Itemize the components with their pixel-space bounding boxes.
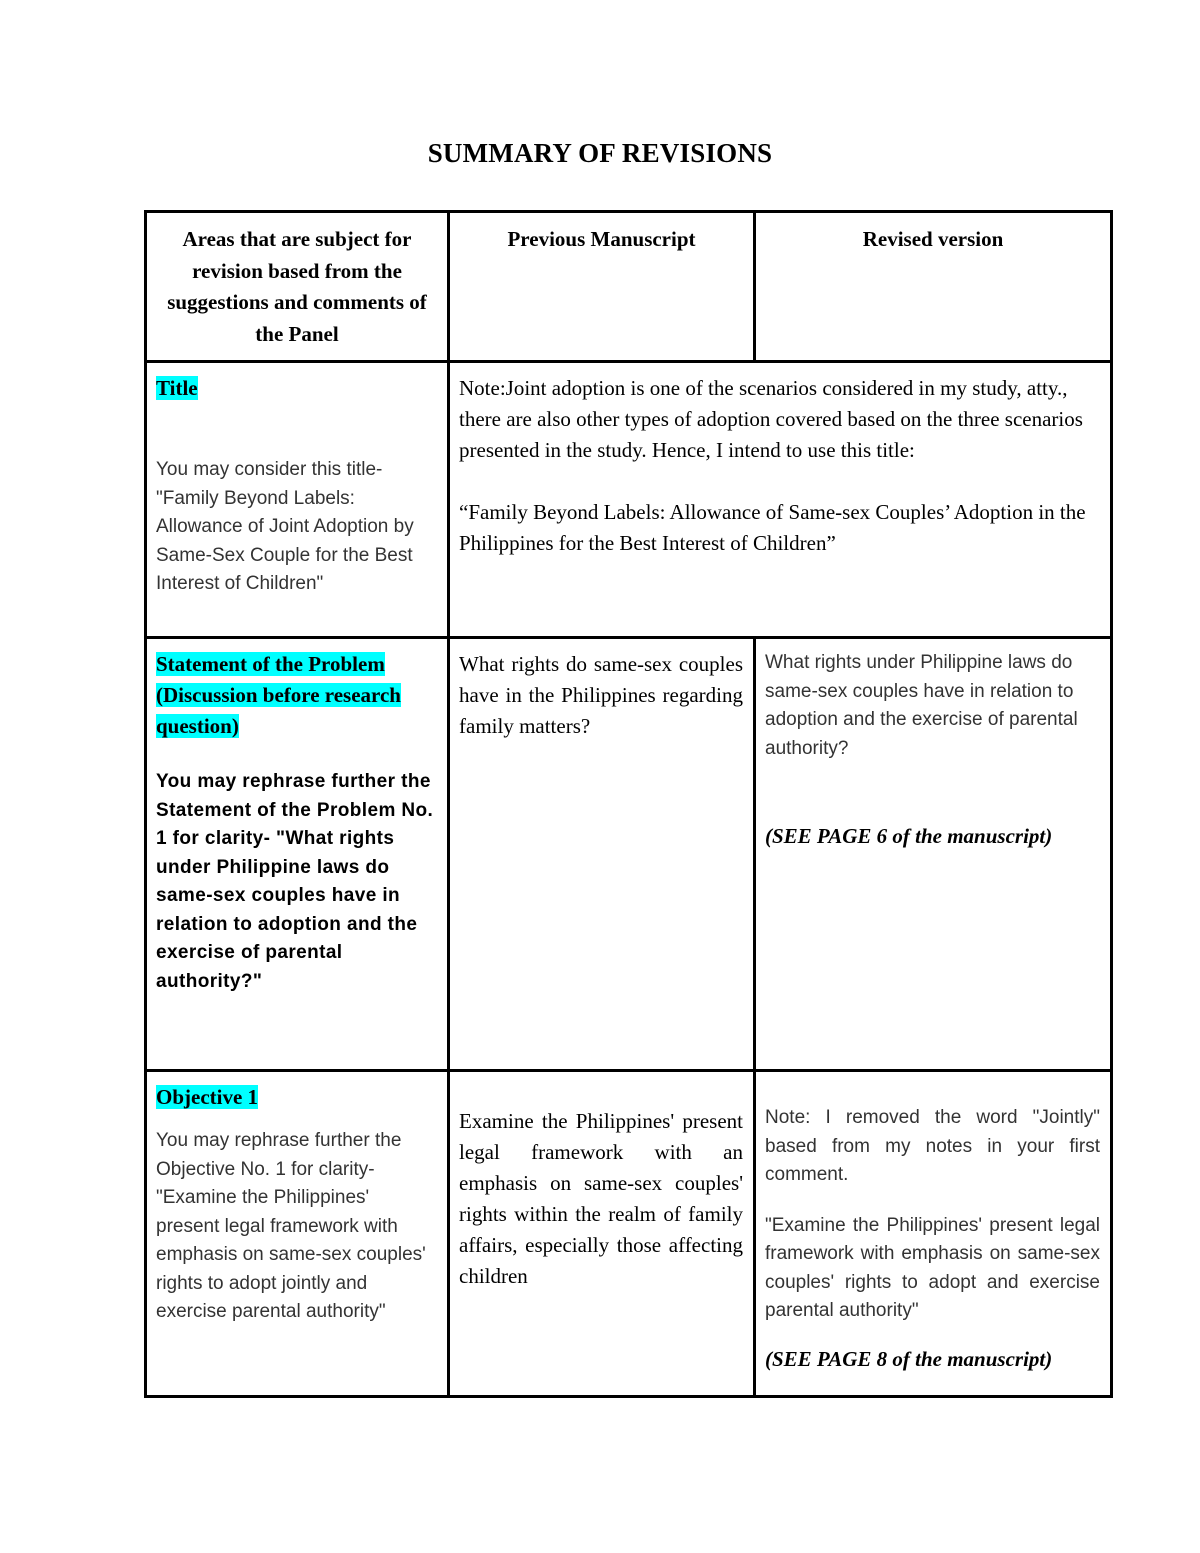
row-objective-area [146,1071,449,1397]
table-row [146,362,1112,638]
table-row [146,1071,1112,1397]
area-heading: Objective 1 [156,1085,259,1109]
revised-note: Note: I removed the word "Jointly" based from my notes in your first comment. [765,1107,1100,1185]
table-header-row [146,212,1112,362]
header-revised-label: Revised version [862,227,1004,251]
revised-text: What rights under Philippine laws do same-sex couples have in relation to adoption and the exercise of parental authority? [765,652,1078,759]
revised-page-ref: (SEE PAGE 8 of the manuscript) [765,1346,1053,1371]
row-objective-revised [755,1071,1112,1397]
page-title: SUMMARY OF REVISIONS [427,138,773,168]
header-revised [755,212,1112,362]
row-objective-previous [449,1071,755,1397]
area-heading: Statement of the Problem (Discussion before research question) [156,652,401,738]
area-comment: You may rephrase further the Objective No. 1 for clarity- "Examine the Philippines' present legal framework with emphasis on same-sex couples' rights to adopt jointly and exercise parental authority" [156,1130,426,1322]
header-previous-label: Previous Manuscript [507,227,696,251]
row-problem-revised [755,638,1112,1071]
row-problem-area [146,638,449,1071]
merged-note: Note:Joint adoption is one of the scenarios considered in my study, atty., there are also other types of adoption covered based on the three scenarios presented in the study. Hence, I intend to use this title: [459,376,1083,462]
revised-text: "Examine the Philippines' present legal framework with emphasis on same-sex couples' rights to adopt and exercise parental authority" [765,1214,1100,1321]
row-problem-previous [449,638,755,1071]
previous-text: What rights do same-sex couples have in the Philippines regarding family matters? [459,652,743,738]
row-title-area [146,362,449,638]
table-row [146,638,1112,1071]
area-heading: Title [156,376,198,400]
previous-text: Examine the Philippines' present legal framework with an emphasis on same-sex couples' rights within the realm of family affairs, especially those affecting children [459,1109,743,1288]
revised-page-ref: (SEE PAGE 6 of the manuscript) [765,824,1053,848]
header-previous [449,212,755,362]
row-title-merged [449,362,1112,638]
header-areas-label: Areas that are subject for revision based from the suggestions and comments of the Panel [167,227,427,346]
revisions-table [144,210,1113,1398]
merged-title: “Family Beyond Labels: Allowance of Same-sex Couples’ Adoption in the Philippines for the Best Interest of Children” [459,500,1086,555]
area-comment: You may rephrase further the Statement of the Problem No. 1 for clarity- "What rights under Philippine laws do same-sex couples have in relation to adoption and the exercise of parental authority?" [156,771,434,992]
header-areas [146,212,449,362]
area-comment: You may consider this title- "Family Beyond Labels: Allowance of Joint Adoption by Same-Sex Couple for the Best Interest of Children" [156,459,414,594]
